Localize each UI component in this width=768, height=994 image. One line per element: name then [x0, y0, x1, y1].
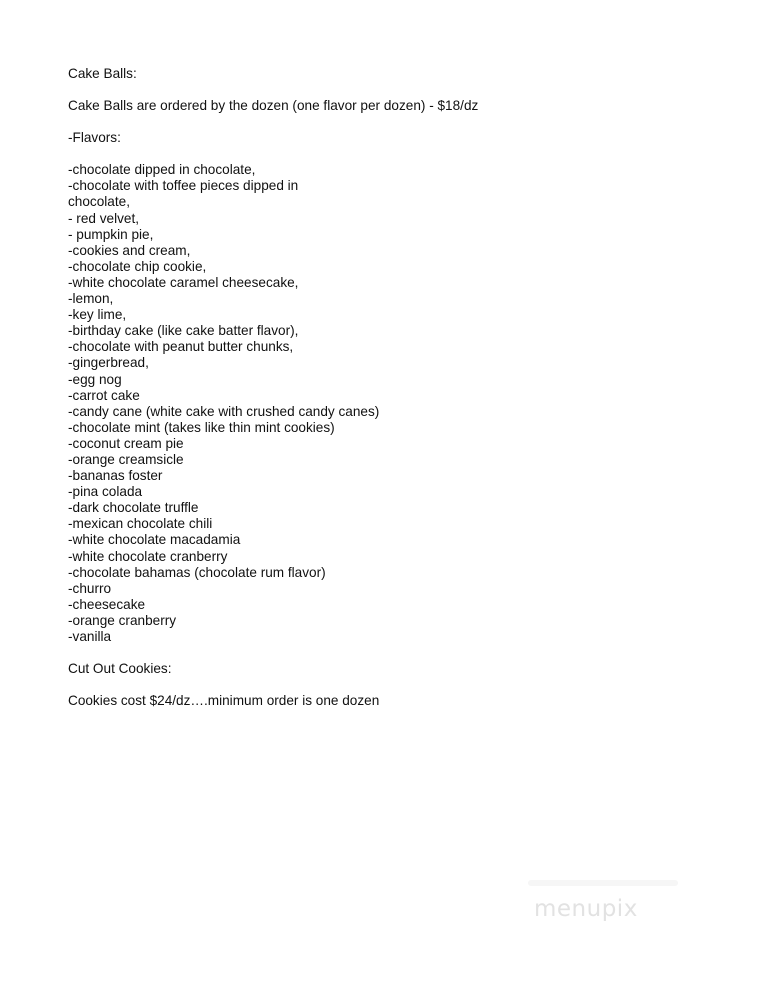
menu-document: [68, 66, 708, 709]
list-item: -birthday cake (like cake batter flavor),: [68, 323, 299, 339]
list-item: -gingerbread,: [68, 355, 149, 371]
list-item: -chocolate dipped in chocolate,: [68, 162, 256, 178]
cake-balls-title: Cake Balls:: [68, 66, 137, 81]
list-item: -orange cranberry: [68, 612, 177, 628]
list-item: -churro: [68, 580, 112, 596]
list-item: -key lime,: [68, 307, 127, 323]
list-item: -chocolate chip cookie,: [68, 258, 207, 274]
list-item: -dark chocolate truffle: [68, 500, 199, 516]
flavors-heading: -Flavors:: [68, 130, 121, 146]
watermark-logo: menupix: [534, 896, 638, 922]
list-item: -bananas foster: [68, 468, 163, 484]
list-item: -pina colada: [68, 484, 143, 500]
list-item: -chocolate bahamas (chocolate rum flavor): [68, 564, 326, 580]
list-item: -vanilla: [68, 629, 112, 644]
list-item: -cheesecake: [68, 596, 146, 612]
cut-out-cookies-title: Cut Out Cookies:: [68, 661, 172, 677]
list-item: -chocolate with peanut butter chunks,: [68, 339, 294, 355]
flavor-list: [68, 162, 708, 645]
list-item: -white chocolate macadamia: [68, 532, 241, 548]
list-item: -orange creamsicle: [68, 451, 184, 467]
list-item: -chocolate mint (takes like thin mint cookies): [68, 419, 335, 435]
list-item: -mexican chocolate chili: [68, 516, 213, 532]
list-item: -white chocolate caramel cheesecake,: [68, 274, 299, 290]
list-item: -white chocolate cranberry: [68, 548, 228, 564]
list-item: -candy cane (white cake with crushed candy canes): [68, 403, 380, 419]
cake-balls-description: Cake Balls are ordered by the dozen (one flavor per dozen) - $18/dz: [68, 98, 479, 114]
watermark-shadow: [528, 880, 678, 886]
list-item: -egg nog: [68, 371, 122, 387]
list-item: -coconut cream pie: [68, 435, 184, 451]
cut-out-cookies-description: Cookies cost $24/dz….minimum order is one dozen: [68, 693, 380, 709]
list-item: -chocolate with toffee pieces dipped in chocolate,: [68, 178, 299, 210]
list-item: - red velvet,: [68, 210, 140, 226]
list-item: -lemon,: [68, 291, 114, 307]
list-item: -carrot cake: [68, 387, 140, 403]
list-item: - pumpkin pie,: [68, 226, 154, 242]
list-item: -cookies and cream,: [68, 242, 191, 258]
